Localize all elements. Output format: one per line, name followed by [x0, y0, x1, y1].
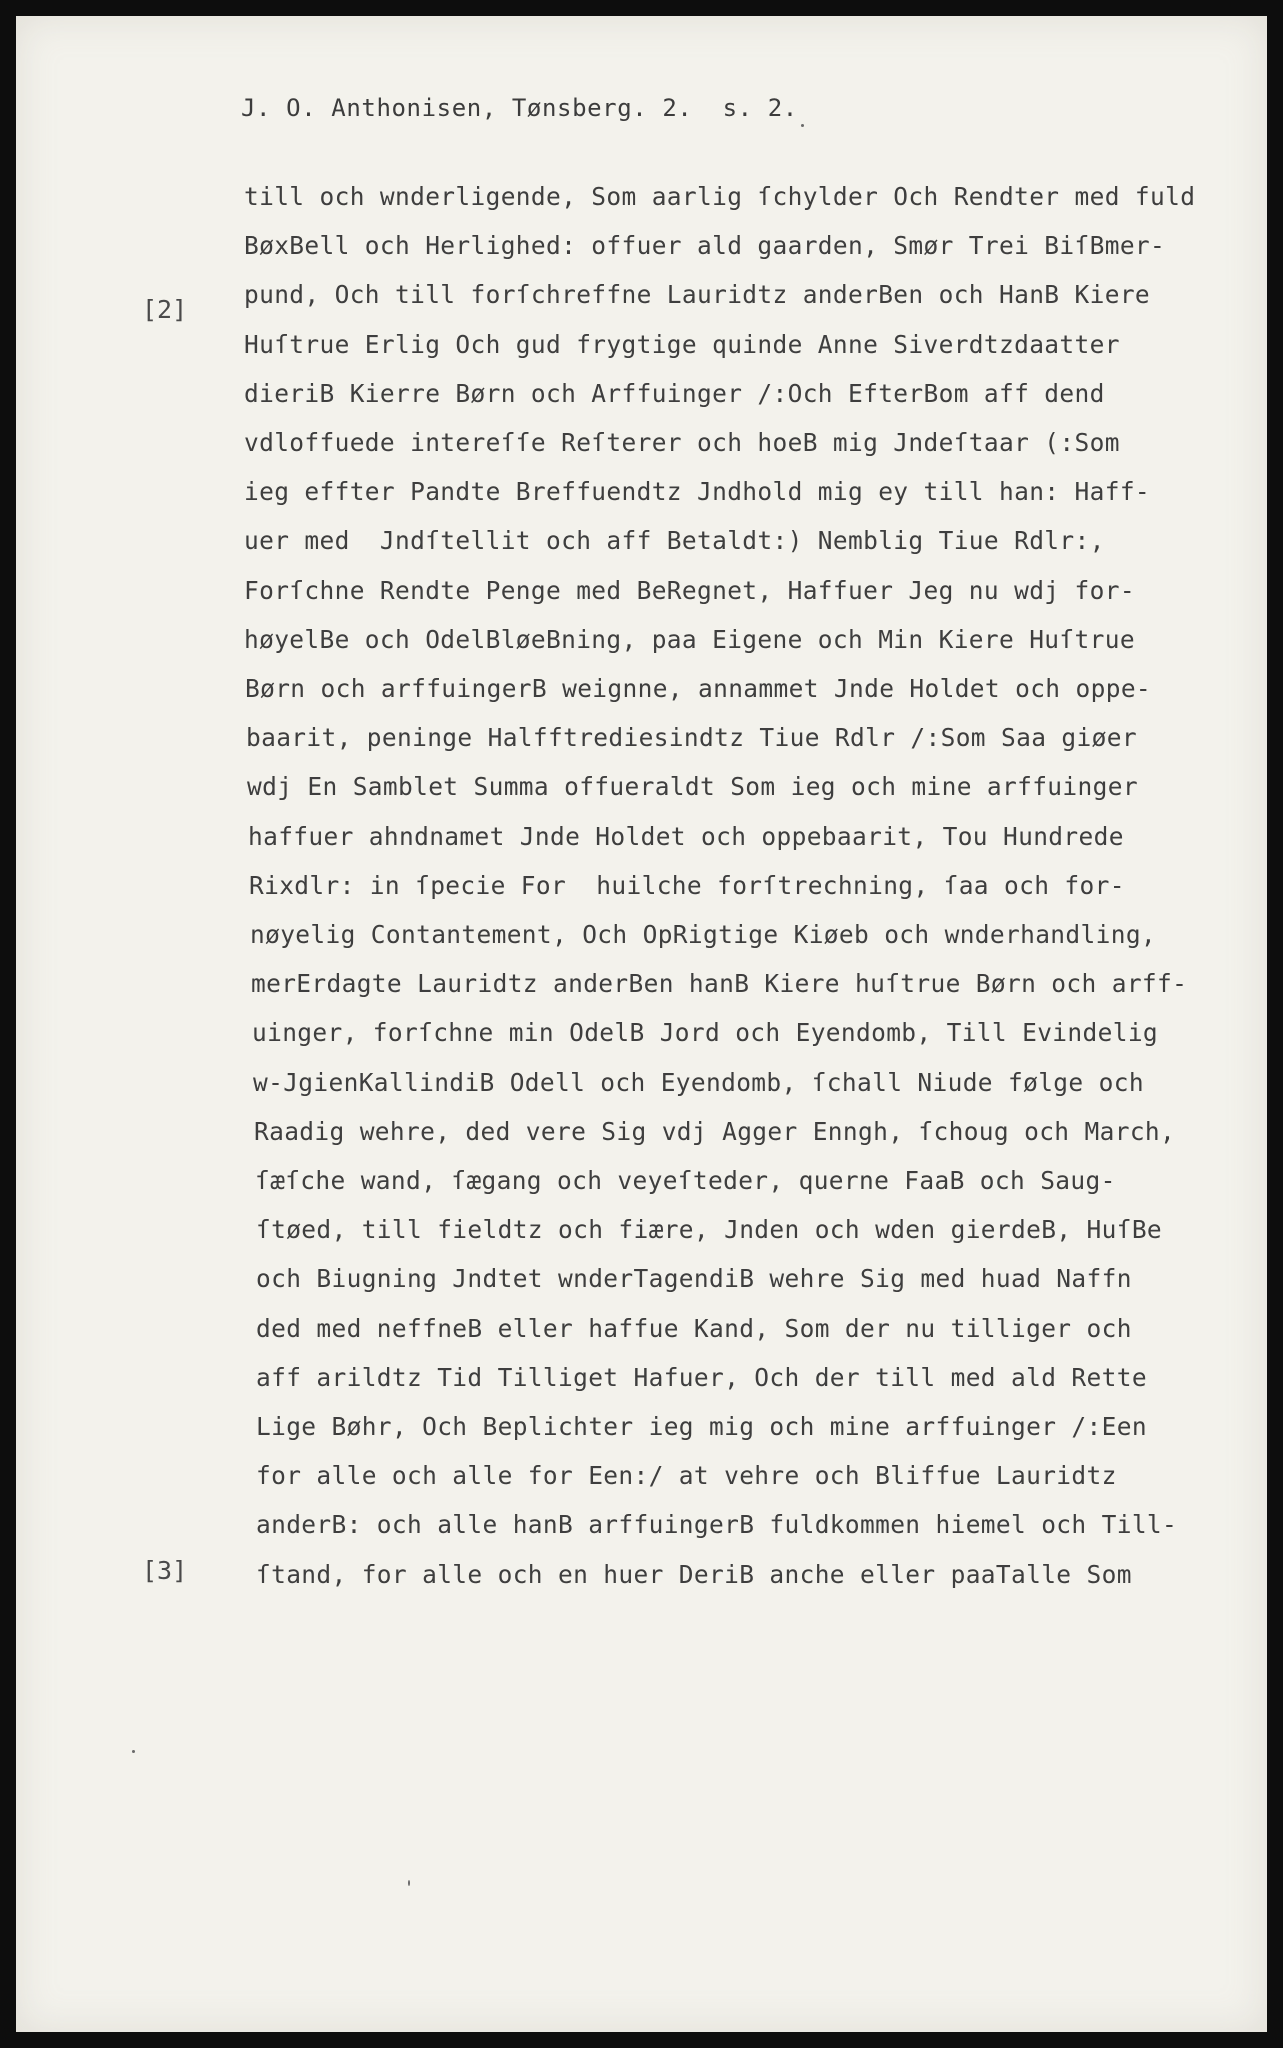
text-line: och Biugning Jndtet wnderTagendiB wehre Sig med huad Naffn: [256, 1264, 1132, 1293]
document-page: [16, 16, 1267, 2032]
text-line: till och wnderligende, Som aarlig ſchylder Och Rendter med fuld: [244, 182, 1196, 211]
text-line: ſtand, for alle och en huer DeriB anche eller paaTalle Som: [256, 1560, 1132, 1589]
text-line: høyelBe och OdelBløeBning, paa Eigene och Min Kiere Huſtrue: [244, 625, 1135, 654]
text-line: dieriB Kierre Børn och Arffuinger /:Och EfterBom aff dend: [244, 379, 1105, 408]
text-line: nøyelig Contantement, Och OpRigtige Kiøeb och wnderhandling,: [250, 920, 1157, 949]
text-line: merErdagte Lauridtz anderBen hanB Kiere huſtrue Børn och arff-: [251, 969, 1188, 998]
text-line: wdj En Samblet Summa offueraldt Som ieg och mine arffuinger: [247, 772, 1138, 801]
text-line: w-JgienKallindiB Odell och Eyendomb, ſchall Niude følge och: [253, 1068, 1144, 1097]
text-line: ſtøed, till fieldtz och fiære, Jnden och wden gierdeB, HuſBe: [256, 1215, 1163, 1244]
paper-speck: [408, 1880, 410, 1886]
text-line: anderB: och alle hanB arffuingerB fuldkommen hiemel och Till-: [256, 1510, 1178, 1539]
text-line: Rixdlr: in ſpecie For huilche forſtrechning, ſaa och for-: [249, 871, 1125, 900]
text-line: ded med neffneB eller haffue Kand, Som der nu tilliger och: [256, 1314, 1132, 1343]
text-line: vdloffuede intereſſe Reſterer och hoeB mig Jndeſtaar (:Som: [244, 428, 1120, 457]
text-line: Huſtrue Erlig Och gud frygtige quinde Anne Siverdtzdaatter: [244, 330, 1120, 359]
text-line: Raadig wehre, ded vere Sig vdj Agger Enngh, ſchoug och March,: [254, 1117, 1176, 1146]
page-header: J. O. Anthonisen, Tønsberg. 2. s. 2.: [241, 94, 798, 122]
text-line: aff arildtz Tid Tilliget Hafuer, Och der till med ald Rette: [256, 1363, 1147, 1392]
text-line: Lige Bøhr, Och Beplichter ieg mig och mine arffuinger /:Een: [256, 1412, 1147, 1441]
text-line: BøxBell och Herlighed: offuer ald gaarden, Smør Trei BiſBmer-: [244, 231, 1166, 260]
text-line: ſæſche wand, ſægang och veyeſteder, querne FaaB och Saug-: [255, 1166, 1116, 1195]
text-line: haffuer ahndnamet Jnde Holdet och oppebaarit, Tou Hundrede: [248, 822, 1124, 851]
text-line: ieg effter Pandte Breffuendtz Jndhold mig ey till han: Haff-: [244, 477, 1151, 506]
text-line: Forſchne Rendte Penge med BeRegnet, Haffuer Jeg nu wdj for-: [244, 576, 1135, 605]
text-line: baarit, peninge Halfftrediesindtz Tiue Rdlr /:Som Saa giøer: [246, 723, 1137, 752]
text-line: uer med Jndſtellit och aff Betaldt:) Nemblig Tiue Rdlr:,: [244, 526, 1105, 555]
text-line: for alle och alle for Een:/ at vehre och Bliffue Lauridtz: [256, 1461, 1117, 1490]
margin-note-3: [3]: [142, 1556, 188, 1585]
text-line: pund, Och till forſchreffne Lauridtz anderBen och HanB Kiere: [244, 280, 1151, 309]
paper-speck: [132, 1750, 135, 1753]
text-line: uinger, forſchne min OdelB Jord och Eyendomb, Till Evindelig: [252, 1018, 1159, 1047]
margin-note-2: [2]: [142, 295, 188, 324]
paper-speck: [801, 124, 804, 127]
text-line: Børn och arffuingerB weignne, annammet Jnde Holdet och oppe-: [245, 674, 1152, 703]
